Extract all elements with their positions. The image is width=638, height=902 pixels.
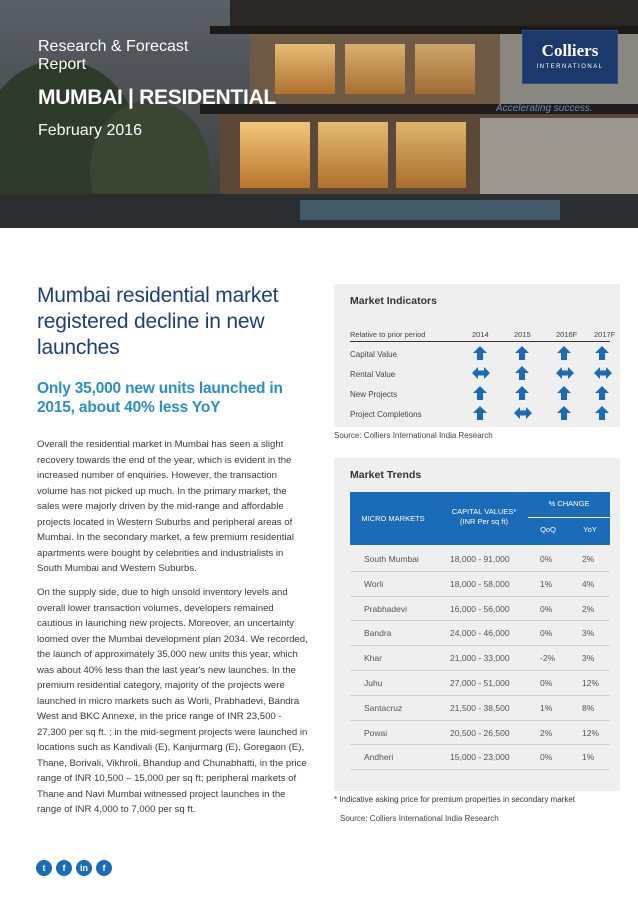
qoq-change: 0%: [540, 628, 553, 639]
report-type: Research & Forecast Report: [38, 38, 189, 73]
trends-table-header: [350, 492, 610, 545]
market-name: Worli: [364, 578, 384, 589]
qoq-change: 2%: [540, 727, 553, 738]
table-row: [350, 621, 610, 646]
report-date: February 2016: [38, 122, 143, 139]
indicators-header: [350, 330, 616, 342]
yoy-change: 2%: [582, 554, 595, 564]
indicator-row: [350, 386, 620, 404]
market-name: Andheri: [364, 752, 394, 763]
qoq-change: 0%: [540, 752, 553, 763]
qoq-change: 1%: [540, 702, 553, 713]
indicators-source: Source: Colliers International India Research: [334, 431, 493, 440]
qoq-change: 0%: [540, 603, 553, 614]
market-indicators-panel: [334, 284, 620, 427]
table-row: [350, 572, 610, 597]
market-name: Powai: [364, 727, 388, 738]
col-capital-values: CAPITAL VALUES* (INR Per sq ft): [451, 507, 517, 526]
table-row: [350, 721, 610, 746]
market-name: Santacruz: [364, 702, 403, 713]
capital-value: 21,500 - 38,500: [450, 702, 510, 713]
market-name: South Mumbai: [364, 554, 419, 564]
yoy-change: 8%: [582, 702, 595, 713]
arrow-up-icon: [594, 386, 610, 400]
change-divider: [528, 517, 610, 518]
capital-value: 27,000 - 51,000: [450, 677, 510, 688]
arrow-up-icon: [472, 346, 488, 360]
capital-value: 18,000 - 91,000: [450, 554, 510, 564]
brand-tagline: Accelerating success.: [496, 103, 593, 114]
arrow-up-icon: [556, 406, 572, 420]
indicator-label: Capital Value: [350, 350, 397, 359]
market-indicators-title: Market Indicators: [350, 295, 437, 307]
indicator-row: [350, 366, 620, 384]
market-name: Khar: [364, 653, 382, 664]
arrow-left-right-icon: [514, 406, 530, 420]
indicator-row: [350, 346, 620, 364]
table-row: [350, 671, 610, 696]
indicator-row: [350, 406, 620, 424]
trends-footnote: * Indicative asking price for premium properties in secondary market: [334, 795, 575, 804]
col-qoq: QoQ: [540, 525, 556, 534]
market-trends-panel: [334, 458, 620, 791]
arrow-up-icon: [514, 366, 530, 380]
article-paragraph: On the supply side, due to high unsold inventory levels and overall lower transaction volumes, developers remained cautious in launching new projects. Moreover, an uncertainty loomed over the Mumbai development plan 2034. We recorded, the launch of approximately 35,000 new units this year, which was about 40% less than the last year's new launches. In the premium residential category, majority of the projects were launched in micro markets such as Worli, Prabhadevi, Bandra West and BKC Annexe, in the price range of INR 23,500 - 27,300 per sq ft. ; in the mid-segment projects were launched in locations such as Kandivali (E), Kanjurmarg (E), Goregaon (E), Thane, Borivali, Vikhroli, Bhandup and Chunabhatti, in the price range of INR 10,500 – 15,000 per sq ft; peripheral markets of Thane and Navi Mumbai witnessed project launches in the range of INR 4,000 to 7,000 per sq ft.: [37, 587, 308, 815]
col-percent-change: % CHANGE: [548, 499, 590, 508]
capital-value: 18,000 - 58,000: [450, 578, 510, 589]
capital-value: 16,000 - 56,000: [450, 603, 510, 614]
table-row: [350, 597, 610, 622]
logo-subtitle: INTERNATIONAL: [536, 64, 604, 70]
arrow-up-icon: [594, 406, 610, 420]
capital-value: 21,000 - 33,000: [450, 653, 510, 664]
arrow-left-right-icon: [472, 366, 488, 380]
yoy-change: 12%: [582, 727, 600, 738]
table-row: [350, 696, 610, 721]
yoy-change: 3%: [582, 653, 595, 664]
arrow-up-icon: [472, 406, 488, 420]
page-title: MUMBAI | RESIDENTIAL: [38, 86, 276, 109]
arrow-left-right-icon: [594, 366, 610, 380]
arrow-up-icon: [514, 346, 530, 360]
indicator-label: New Projects: [350, 390, 398, 399]
hero-banner: [0, 0, 638, 228]
logo-wordmark: Colliers: [541, 41, 599, 60]
market-trends-title: Market Trends: [350, 469, 422, 481]
yoy-change: 12%: [582, 677, 600, 688]
indicator-label: Project Completions: [350, 410, 422, 419]
indicator-label: Rental Value: [350, 370, 396, 379]
indicators-col-2015: 2015: [514, 330, 531, 339]
indicators-header-label: Relative to prior period: [350, 330, 426, 339]
yoy-change: 4%: [582, 578, 595, 589]
yoy-change: 2%: [582, 603, 595, 614]
trends-table-body: [350, 547, 610, 770]
capital-value: 20,500 - 26,500: [450, 727, 510, 738]
indicators-col-2014: 2014: [472, 330, 489, 339]
indicators-col-2017f: 2017F: [594, 330, 616, 339]
colliers-logo[interactable]: [522, 30, 618, 84]
market-name: Bandra: [364, 628, 392, 639]
yoy-change: 1%: [582, 752, 595, 763]
arrow-up-icon: [472, 386, 488, 400]
qoq-change: 0%: [540, 554, 553, 564]
linkedin-icon[interactable]: in: [76, 860, 92, 876]
col-yoy: YoY: [583, 525, 597, 534]
arrow-up-icon: [514, 386, 530, 400]
table-row: [350, 646, 610, 671]
arrow-up-icon: [594, 346, 610, 360]
article-paragraph: Overall the residential market in Mumbai has seen a slight recovery towards the end of the year, which is evident in the increased number of enquiries. However, the transaction volume has not picked up much. In the primary market, the sales were majorly driven by the mid-range and affordable projects located in Western Suburbs and peripheral areas of Mumbai. In the secondary market, a few premium residential apartments were bought by celebrities and industrialists in South Mumbai and Western Suburbs.: [37, 439, 295, 574]
trends-source: Source: Colliers International India Research: [340, 814, 499, 823]
capital-value: 24,000 - 46,000: [450, 628, 510, 639]
yoy-change: 3%: [582, 628, 595, 639]
capital-value: 15,000 - 23,000: [450, 752, 510, 763]
qoq-change: 1%: [540, 578, 553, 589]
arrow-left-right-icon: [556, 366, 572, 380]
article-subheadline: Only 35,000 new units launched in 2015, about 40% less YoY: [37, 380, 283, 416]
facebook-icon[interactable]: f: [56, 860, 72, 876]
qoq-change: 0%: [540, 677, 553, 688]
indicators-col-2016f: 2016F: [556, 330, 578, 339]
col-micro-markets: MICRO MARKETS: [361, 514, 425, 523]
table-row: [350, 547, 610, 572]
market-name: Prabhadevi: [364, 603, 408, 614]
arrow-up-icon: [556, 346, 572, 360]
twitter-icon[interactable]: t: [36, 860, 52, 876]
table-row: [350, 745, 610, 770]
market-name: Juhu: [364, 677, 383, 688]
article-headline: Mumbai residential market registered decline in new launches: [37, 284, 279, 359]
flipboard-icon[interactable]: f: [96, 860, 112, 876]
arrow-up-icon: [556, 386, 572, 400]
qoq-change: -2%: [540, 653, 556, 664]
